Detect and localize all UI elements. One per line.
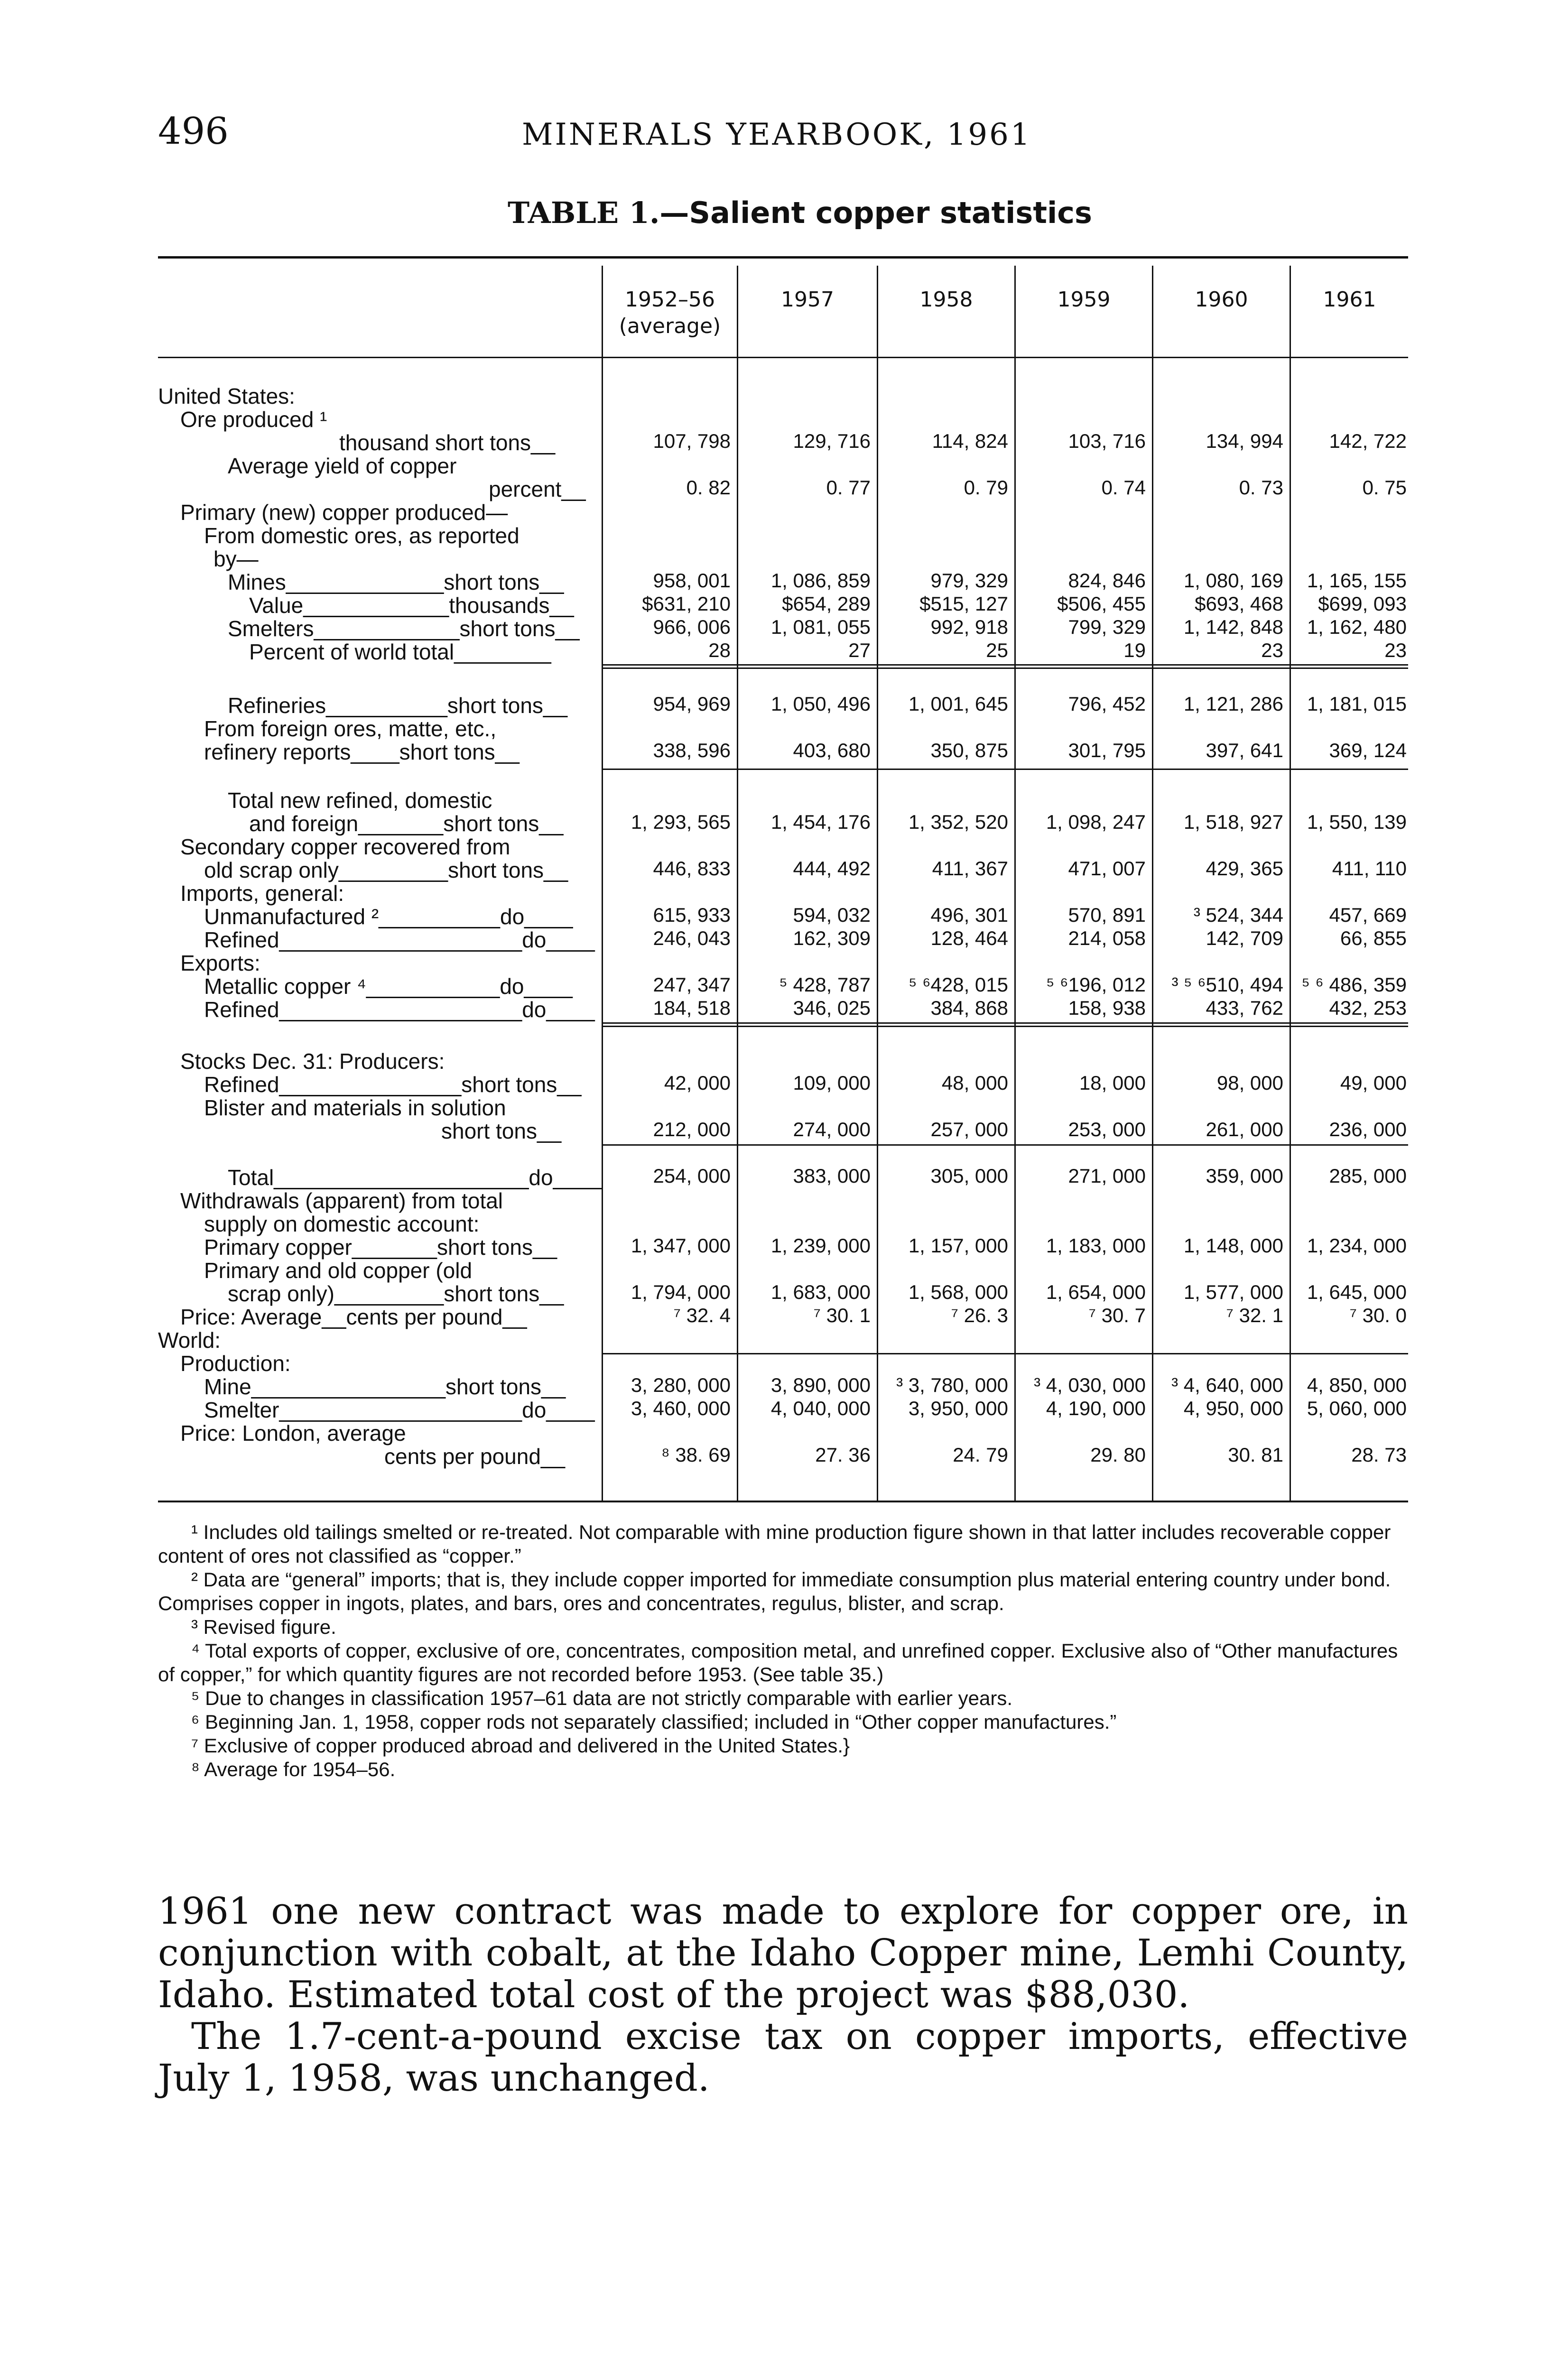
column-header-line: (average) bbox=[619, 314, 721, 338]
table-cell: 261, 000 bbox=[1206, 1118, 1283, 1140]
table-cell: 3, 280, 000 bbox=[631, 1374, 731, 1396]
table-cell: 1, 550, 139 bbox=[1307, 811, 1407, 833]
table-cell: 24. 79 bbox=[953, 1444, 1008, 1466]
table-cell: 1, 098, 247 bbox=[1046, 811, 1146, 833]
footnote bbox=[158, 1758, 1408, 1781]
table-cell: 411, 367 bbox=[932, 857, 1008, 880]
footnote-text: ⁶ Beginning Jan. 1, 1958, copper rods not separately classified; included in “Other copper manufactures.” bbox=[191, 1711, 1117, 1733]
row-label: supply on domestic account: bbox=[204, 1212, 480, 1236]
table-cell: 496, 301 bbox=[930, 904, 1008, 926]
table-cell: 28 bbox=[708, 639, 731, 661]
footnote-text: ⁴ Total exports of copper, exclusive of ore, concentrates, composition metal, and unrefined copper. Exclusive also of “Other manufactures of copper,” for which quantity figures are not recorded before 1953. (See table 35.) bbox=[158, 1640, 1398, 1686]
table-cell: 3, 460, 000 bbox=[631, 1397, 731, 1419]
table-cell: ³ ⁵ ⁶510, 494 bbox=[1171, 973, 1283, 996]
footnote bbox=[158, 1686, 1408, 1710]
table-cell: 397, 641 bbox=[1206, 739, 1283, 761]
table-cell: 1, 518, 927 bbox=[1183, 811, 1283, 833]
table-cell: 247, 347 bbox=[653, 973, 731, 996]
table-cell: 1, 577, 000 bbox=[1183, 1281, 1283, 1303]
table-cell: ⁷ 30. 7 bbox=[1088, 1304, 1146, 1326]
table-cell: 369, 124 bbox=[1329, 739, 1407, 761]
table-cell: 134, 994 bbox=[1206, 430, 1283, 452]
table-cell: 142, 709 bbox=[1206, 927, 1283, 949]
table-cell: ³ 3, 780, 000 bbox=[896, 1374, 1008, 1396]
table-cell: 109, 000 bbox=[793, 1072, 871, 1094]
row-label: Percent of world total________ bbox=[249, 639, 551, 664]
footnote-text: ³ Revised figure. bbox=[191, 1616, 336, 1638]
footnote-text: ⁸ Average for 1954–56. bbox=[191, 1758, 396, 1780]
table-cell: 1, 234, 000 bbox=[1307, 1234, 1407, 1257]
table-cell: 212, 000 bbox=[653, 1118, 731, 1140]
table-cell: ⁸ 38. 69 bbox=[661, 1444, 731, 1466]
table-cell: 954, 969 bbox=[653, 693, 731, 715]
table-cell: 0. 82 bbox=[686, 476, 731, 499]
table-cell: 66, 855 bbox=[1340, 927, 1407, 949]
row-label: Unmanufactured ²__________do____ bbox=[204, 904, 573, 929]
table-cell: 1, 293, 565 bbox=[631, 811, 731, 833]
table-cell: 48, 000 bbox=[941, 1072, 1008, 1094]
table-cell: $631, 210 bbox=[642, 593, 731, 615]
row-label: Withdrawals (apparent) from total bbox=[180, 1188, 503, 1213]
column-header-1959: 1959 bbox=[1057, 287, 1111, 312]
row-label: old scrap only_________short tons__ bbox=[204, 858, 568, 882]
row-label: From domestic ores, as reported bbox=[204, 523, 520, 548]
table-cell: 4, 850, 000 bbox=[1307, 1374, 1407, 1396]
row-label: Primary (new) copper produced— bbox=[180, 500, 508, 525]
single-rule bbox=[603, 1353, 1408, 1354]
table-cell: 107, 798 bbox=[653, 430, 731, 452]
table-cell: 1, 454, 176 bbox=[770, 811, 871, 833]
row-label: Metallic copper ⁴___________do____ bbox=[204, 974, 573, 999]
footnote-text: ⁷ Exclusive of copper produced abroad and delivered in the United States.} bbox=[191, 1734, 850, 1757]
table-cell: 1, 121, 286 bbox=[1183, 693, 1283, 715]
table-cell: 23 bbox=[1261, 639, 1283, 661]
table-cell: $693, 468 bbox=[1195, 593, 1283, 615]
table-cell: 162, 309 bbox=[793, 927, 871, 949]
table-cell: $515, 127 bbox=[919, 593, 1008, 615]
footnote bbox=[158, 1734, 1408, 1758]
footnote-text: ² Data are “general” imports; that is, they include copper imported for immediate consumption plus material entering country under bond. Comprises copper in ingots, plates, and bars, ores and concentrates, regulus, blister, and scrap. bbox=[158, 1568, 1391, 1614]
table-cell: 0. 75 bbox=[1362, 476, 1407, 499]
table-cell: 0. 77 bbox=[826, 476, 871, 499]
table-cell: $506, 455 bbox=[1057, 593, 1146, 615]
table-cell: 1, 568, 000 bbox=[908, 1281, 1008, 1303]
table-cell: 1, 352, 520 bbox=[908, 811, 1008, 833]
column-header-1960: 1960 bbox=[1195, 287, 1248, 312]
row-label: Smelter____________________do____ bbox=[204, 1398, 595, 1422]
row-label: Mine________________short tons__ bbox=[204, 1374, 566, 1399]
table-cell: 383, 000 bbox=[793, 1165, 871, 1187]
table-cell: 257, 000 bbox=[930, 1118, 1008, 1140]
table-cell: 346, 025 bbox=[793, 997, 871, 1019]
table-cell: 214, 058 bbox=[1068, 927, 1146, 949]
footnote bbox=[158, 1710, 1408, 1734]
table-cell: 359, 000 bbox=[1206, 1165, 1283, 1187]
table-cell: 799, 329 bbox=[1068, 616, 1146, 638]
table-header-rule bbox=[158, 357, 1408, 358]
column-divider bbox=[737, 266, 738, 1501]
row-label: Total_____________________do____ bbox=[228, 1165, 602, 1190]
running-head: MINERALS YEARBOOK, 1961 bbox=[522, 117, 1032, 152]
footnotes bbox=[158, 1520, 1408, 1781]
table-cell: 103, 716 bbox=[1068, 430, 1146, 452]
table-cell: 384, 868 bbox=[930, 997, 1008, 1019]
table-cell: 114, 824 bbox=[932, 430, 1008, 452]
table-title bbox=[508, 195, 1092, 230]
footnote bbox=[158, 1615, 1408, 1639]
table-cell: 966, 006 bbox=[653, 616, 731, 638]
row-label: cents per pound__ bbox=[384, 1444, 566, 1469]
table-cell: 1, 794, 000 bbox=[631, 1281, 731, 1303]
table-cell: 1, 183, 000 bbox=[1046, 1234, 1146, 1257]
table-cell: 4, 040, 000 bbox=[770, 1397, 871, 1419]
table-cell: 18, 000 bbox=[1079, 1072, 1146, 1094]
footnote bbox=[158, 1568, 1408, 1615]
table-cell: 129, 716 bbox=[793, 430, 871, 452]
table-cell: 30. 81 bbox=[1228, 1444, 1283, 1466]
table-cell: 5, 060, 000 bbox=[1307, 1397, 1407, 1419]
table-top-rule bbox=[158, 256, 1408, 259]
table-cell: 305, 000 bbox=[930, 1165, 1008, 1187]
table-cell: 979, 329 bbox=[930, 569, 1008, 592]
table-cell: ⁷ 30. 0 bbox=[1349, 1304, 1407, 1326]
table-cell: ³ 524, 344 bbox=[1193, 904, 1283, 926]
table-cell: 1, 157, 000 bbox=[908, 1234, 1008, 1257]
table-cell: 958, 001 bbox=[653, 569, 731, 592]
row-label: Refineries__________short tons__ bbox=[228, 693, 568, 718]
row-label: Secondary copper recovered from bbox=[180, 834, 510, 859]
table-cell: 98, 000 bbox=[1216, 1072, 1283, 1094]
table-cell: 25 bbox=[986, 639, 1008, 661]
table-cell: 1, 001, 645 bbox=[908, 693, 1008, 715]
table-cell: 0. 74 bbox=[1101, 476, 1146, 499]
row-label: Value____________thousands__ bbox=[249, 593, 574, 618]
footnote-text: ¹ Includes old tailings smelted or re-treated. Not comparable with mine production figure shown in that latter includes recoverable copper content of ores not classified as “copper.” bbox=[158, 1521, 1391, 1567]
table-cell: 271, 000 bbox=[1068, 1165, 1146, 1187]
table-cell: 824, 846 bbox=[1068, 569, 1146, 592]
row-label: and foreign_______short tons__ bbox=[249, 811, 564, 836]
table-cell: 4, 190, 000 bbox=[1046, 1397, 1146, 1419]
body-text bbox=[158, 1890, 1408, 2099]
table-cell: 49, 000 bbox=[1340, 1072, 1407, 1094]
table-cell: 350, 875 bbox=[930, 739, 1008, 761]
page-number: 496 bbox=[158, 110, 229, 153]
row-label: Imports, general: bbox=[180, 881, 344, 906]
column-divider bbox=[1014, 266, 1016, 1501]
table-cell: 29. 80 bbox=[1090, 1444, 1146, 1466]
row-label: thousand short tons__ bbox=[339, 430, 556, 455]
table-cell: 1, 683, 000 bbox=[770, 1281, 871, 1303]
table-cell: 142, 722 bbox=[1329, 430, 1407, 452]
row-label: scrap only)_________short tons__ bbox=[228, 1281, 564, 1306]
table-cell: 796, 452 bbox=[1068, 693, 1146, 715]
double-rule bbox=[603, 664, 1408, 669]
table-cell: 471, 007 bbox=[1068, 857, 1146, 880]
table-cell: 992, 918 bbox=[930, 616, 1008, 638]
table-cell: 1, 654, 000 bbox=[1046, 1281, 1146, 1303]
table-cell: 27 bbox=[848, 639, 871, 661]
row-label: United States: bbox=[158, 384, 295, 408]
table-cell: 1, 162, 480 bbox=[1307, 616, 1407, 638]
table-cell: 432, 253 bbox=[1329, 997, 1407, 1019]
table-cell: 3, 890, 000 bbox=[770, 1374, 871, 1396]
table-cell: 446, 833 bbox=[653, 857, 731, 880]
column-header-1957: 1957 bbox=[781, 287, 834, 312]
row-label: Mines_____________short tons__ bbox=[228, 570, 564, 594]
double-rule bbox=[603, 1022, 1408, 1027]
table-cell: 594, 032 bbox=[793, 904, 871, 926]
table-cell: 19 bbox=[1123, 639, 1146, 661]
table-cell: 42, 000 bbox=[664, 1072, 731, 1094]
row-label: From foreign ores, matte, etc., bbox=[204, 716, 497, 741]
table-cell: 1, 080, 169 bbox=[1183, 569, 1283, 592]
table-cell: 433, 762 bbox=[1206, 997, 1283, 1019]
column-header-line: 1952–56 bbox=[625, 287, 715, 312]
table-cell: 301, 795 bbox=[1068, 739, 1146, 761]
table-title-number: TABLE 1. bbox=[508, 195, 660, 230]
table-cell: ⁵ ⁶ 486, 359 bbox=[1301, 973, 1407, 996]
row-label: refinery reports____short tons__ bbox=[204, 740, 520, 764]
row-label: Refined____________________do____ bbox=[204, 927, 595, 952]
table-title-text: —Salient copper statistics bbox=[659, 195, 1092, 230]
table-cell: 1, 239, 000 bbox=[770, 1234, 871, 1257]
table-cell: ⁷ 32. 1 bbox=[1226, 1304, 1283, 1326]
table-cell: 4, 950, 000 bbox=[1183, 1397, 1283, 1419]
table-cell: 1, 165, 155 bbox=[1307, 569, 1407, 592]
column-divider bbox=[602, 266, 603, 1501]
row-label: Refined_______________short tons__ bbox=[204, 1072, 582, 1097]
table-cell: ⁷ 32. 4 bbox=[673, 1304, 731, 1326]
table-cell: 274, 000 bbox=[793, 1118, 871, 1140]
row-label: Exports: bbox=[180, 951, 260, 975]
body-paragraph: 1961 one new contract was made to explore for copper ore, in conjunction with cobalt, at the Idaho Copper mine, Lemhi County, Idaho. Estimated total cost of the project was $88,030. bbox=[158, 1890, 1408, 2016]
table-cell: ⁷ 26. 3 bbox=[951, 1304, 1008, 1326]
row-label: Smelters____________short tons__ bbox=[228, 616, 580, 641]
row-label: by— bbox=[213, 547, 259, 571]
table-cell: ⁵ 428, 787 bbox=[779, 973, 871, 996]
row-label: Blister and materials in solution bbox=[204, 1095, 506, 1120]
single-rule bbox=[603, 769, 1408, 770]
table-cell: ³ 4, 640, 000 bbox=[1171, 1374, 1283, 1396]
row-label: Price: Average__cents per pound__ bbox=[180, 1305, 527, 1329]
table-cell: 285, 000 bbox=[1329, 1165, 1407, 1187]
table-cell: 0. 79 bbox=[964, 476, 1008, 499]
table-cell: 28. 73 bbox=[1351, 1444, 1407, 1466]
table-cell: 128, 464 bbox=[930, 927, 1008, 949]
table-cell: 1, 148, 000 bbox=[1183, 1234, 1283, 1257]
table-cell: 254, 000 bbox=[653, 1165, 731, 1187]
table-bottom-rule bbox=[158, 1501, 1408, 1502]
table-cell: 457, 669 bbox=[1329, 904, 1407, 926]
table-cell: 1, 347, 000 bbox=[631, 1234, 731, 1257]
column-header-1952-56 bbox=[603, 287, 736, 340]
row-label: Primary copper_______short tons__ bbox=[204, 1235, 557, 1260]
footnote bbox=[158, 1520, 1408, 1568]
footnote bbox=[158, 1639, 1408, 1686]
table-cell: 0. 73 bbox=[1239, 476, 1283, 499]
column-header-1958: 1958 bbox=[919, 287, 973, 312]
table-cell: 615, 933 bbox=[653, 904, 731, 926]
table-cell: 411, 110 bbox=[1332, 857, 1407, 880]
body-paragraph: The 1.7-cent-a-pound excise tax on copper imports, effective July 1, 1958, was unchanged. bbox=[158, 2015, 1408, 2100]
table-cell: 429, 365 bbox=[1206, 857, 1283, 880]
footnote-text: ⁵ Due to changes in classification 1957–61 data are not strictly comparable with earlier years. bbox=[191, 1687, 1012, 1709]
table-cell: 184, 518 bbox=[653, 997, 731, 1019]
table-cell: 444, 492 bbox=[793, 857, 871, 880]
table-cell: 246, 043 bbox=[653, 927, 731, 949]
table-cell: 338, 596 bbox=[653, 739, 731, 761]
row-label: Primary and old copper (old bbox=[204, 1258, 473, 1283]
column-divider bbox=[1290, 266, 1291, 1501]
table-cell: 1, 181, 015 bbox=[1307, 693, 1407, 715]
table-cell: 1, 086, 859 bbox=[770, 569, 871, 592]
row-label: Total new refined, domestic bbox=[228, 788, 492, 813]
table-cell: 253, 000 bbox=[1068, 1118, 1146, 1140]
table-cell: ³ 4, 030, 000 bbox=[1034, 1374, 1146, 1396]
row-label: percent__ bbox=[489, 477, 586, 501]
table-cell: 158, 938 bbox=[1068, 997, 1146, 1019]
table-cell: 570, 891 bbox=[1068, 904, 1146, 926]
row-label: Stocks Dec. 31: Producers: bbox=[180, 1049, 445, 1074]
table-cell: 23 bbox=[1384, 639, 1407, 661]
table-cell: $699, 093 bbox=[1318, 593, 1407, 615]
row-label: Ore produced ¹ bbox=[180, 407, 327, 432]
table-cell: ⁷ 30. 1 bbox=[813, 1304, 871, 1326]
row-label: Average yield of copper bbox=[228, 454, 457, 478]
table-cell: 3, 950, 000 bbox=[908, 1397, 1008, 1419]
row-label: Refined____________________do____ bbox=[204, 997, 595, 1022]
column-divider bbox=[1152, 266, 1153, 1501]
table-cell: $654, 289 bbox=[782, 593, 871, 615]
table-cell: 236, 000 bbox=[1329, 1118, 1407, 1140]
table-cell: 27. 36 bbox=[815, 1444, 871, 1466]
row-label: Price: London, average bbox=[180, 1421, 406, 1445]
column-divider bbox=[877, 266, 878, 1501]
table-cell: ⁵ ⁶428, 015 bbox=[909, 973, 1008, 996]
row-label: Production: bbox=[180, 1351, 291, 1376]
row-label: short tons__ bbox=[441, 1119, 562, 1143]
table-cell: 1, 081, 055 bbox=[770, 616, 871, 638]
table-cell: 1, 142, 848 bbox=[1183, 616, 1283, 638]
column-header-1961: 1961 bbox=[1323, 287, 1376, 312]
row-label: World: bbox=[158, 1328, 221, 1353]
table-cell: ⁵ ⁶196, 012 bbox=[1046, 973, 1146, 996]
single-rule bbox=[603, 1144, 1408, 1146]
table-cell: 1, 645, 000 bbox=[1307, 1281, 1407, 1303]
table-cell: 1, 050, 496 bbox=[770, 693, 871, 715]
table-cell: 403, 680 bbox=[793, 739, 871, 761]
